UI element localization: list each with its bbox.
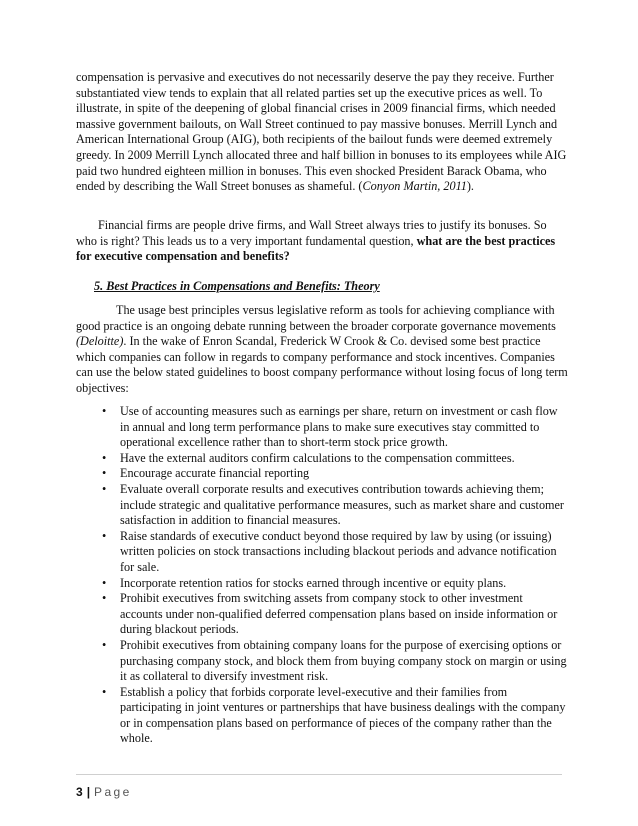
paragraph-text: . In the wake of Enron Scandal, Frederick W Crook & Co. devised some best practice which companies can follow in regards to company performance and stock incentives. Companies can use the below stated guidelines to boost company performance without losing focus of long term objectives: (76, 334, 568, 395)
bullet-icon: • (102, 466, 107, 481)
list-item-text: Prohibit executives from obtaining company loans for the purpose of exercising options or purchasing company stock, and block them from buying company stock on margin or using it as collateral to diversify investment risk. (120, 637, 567, 684)
bullet-icon: • (102, 481, 107, 496)
page-label: Page (94, 785, 132, 799)
paragraph-text: The usage best principles versus legislative reform as tools for achieving compliance with good practice is an ongoing debate running between the broader corporate governance movements (76, 303, 556, 333)
paragraph-text: compensation is pervasive and executives do not necessarily deserve the pay they receive. Further substantiated view tends to explain that all related parties set up the executive prices as well. To illustrate, in spite of the deepening of global financial crises in 2009 financial firms, which needed massive government bailouts, on Wall Street continued to pay massive bonuses. Merrill Lynch and American International Group (AIG), both recipients of the bailout funds were deemed extremely greedy. In 2009 Merrill Lynch allocated three and half billion in bonuses to its employees while AIG paid two hundred eighteen million in bonuses. This even shocked President Barack Obama, who ended by describing the Wall Street bonuses as shameful. ( (76, 70, 567, 194)
best-practices-list (100, 404, 568, 747)
list-item (100, 451, 568, 467)
list-item-text: Encourage accurate financial reporting (120, 466, 310, 481)
list-item-text: Evaluate overall corporate results and executives contribution towards achieving them; include strategic and qualitative performance measures, such as market share and customer satisfaction in addition to financial measures. (120, 481, 564, 528)
bold-question: what are the best practices for executive compensation and benefits? (76, 233, 556, 264)
list-item (100, 529, 568, 576)
list-item (100, 466, 568, 482)
body-paragraph-question (76, 218, 570, 265)
list-item-text: Raise standards of executive conduct beyond those required by law by using (or issuing) written policies on stock transactions including blackout periods and advance notification for sale. (120, 528, 557, 574)
paragraph-text: Financial firms are people drive firms, and Wall Street always tries to justify its bonuses. So who is right? This leads us to a very important fundamental question, (76, 218, 547, 248)
body-paragraph-bailout-bonuses (76, 70, 570, 195)
citation: Conyon Martin, 2011 (362, 179, 467, 194)
list-item (100, 591, 568, 638)
list-item (100, 685, 568, 747)
footer-separator: | (86, 785, 91, 799)
bullet-icon: • (102, 637, 107, 652)
page-number: 3 (76, 785, 83, 799)
list-item-text: Incorporate retention ratios for stocks earned through incentive or equity plans. (120, 575, 507, 590)
page-footer (76, 785, 132, 801)
paragraph-text: ). (466, 179, 474, 194)
bullet-icon: • (102, 404, 107, 418)
list-item-text: Have the external auditors confirm calculations to the compensation committees. (120, 450, 515, 465)
footer-divider (76, 774, 562, 775)
list-item-text: Prohibit executives from switching assets from company stock to other investment accounts under non-qualified deferred compensation plans based on inside information or during blackout periods. (120, 591, 558, 637)
bullet-icon: • (102, 450, 107, 465)
list-item (100, 576, 568, 592)
list-item-text: Establish a policy that forbids corporate level-executive and their families from participating in joint ventures or partnerships that have business dealings with the company or in compensation plans based on performance of pieces of the company rather than the whole. (120, 684, 566, 746)
list-item (100, 404, 568, 451)
list-item (100, 482, 568, 529)
bullet-icon: • (102, 575, 107, 590)
bullet-icon: • (102, 591, 107, 606)
bullet-icon: • (102, 528, 107, 543)
citation: (Deloitte) (76, 334, 124, 349)
bullet-icon: • (102, 684, 107, 699)
list-item-text: Use of accounting measures such as earnings per share, return on investment or cash flow in annual and long term performance plans to make sure executives stay committed to operational excellence rather than to short-term stock price growth. (120, 404, 558, 450)
list-item (100, 638, 568, 685)
body-paragraph-best-principles (76, 303, 570, 397)
section-heading: 5. Best Practices in Compensations and Benefits: Theory (94, 279, 380, 293)
